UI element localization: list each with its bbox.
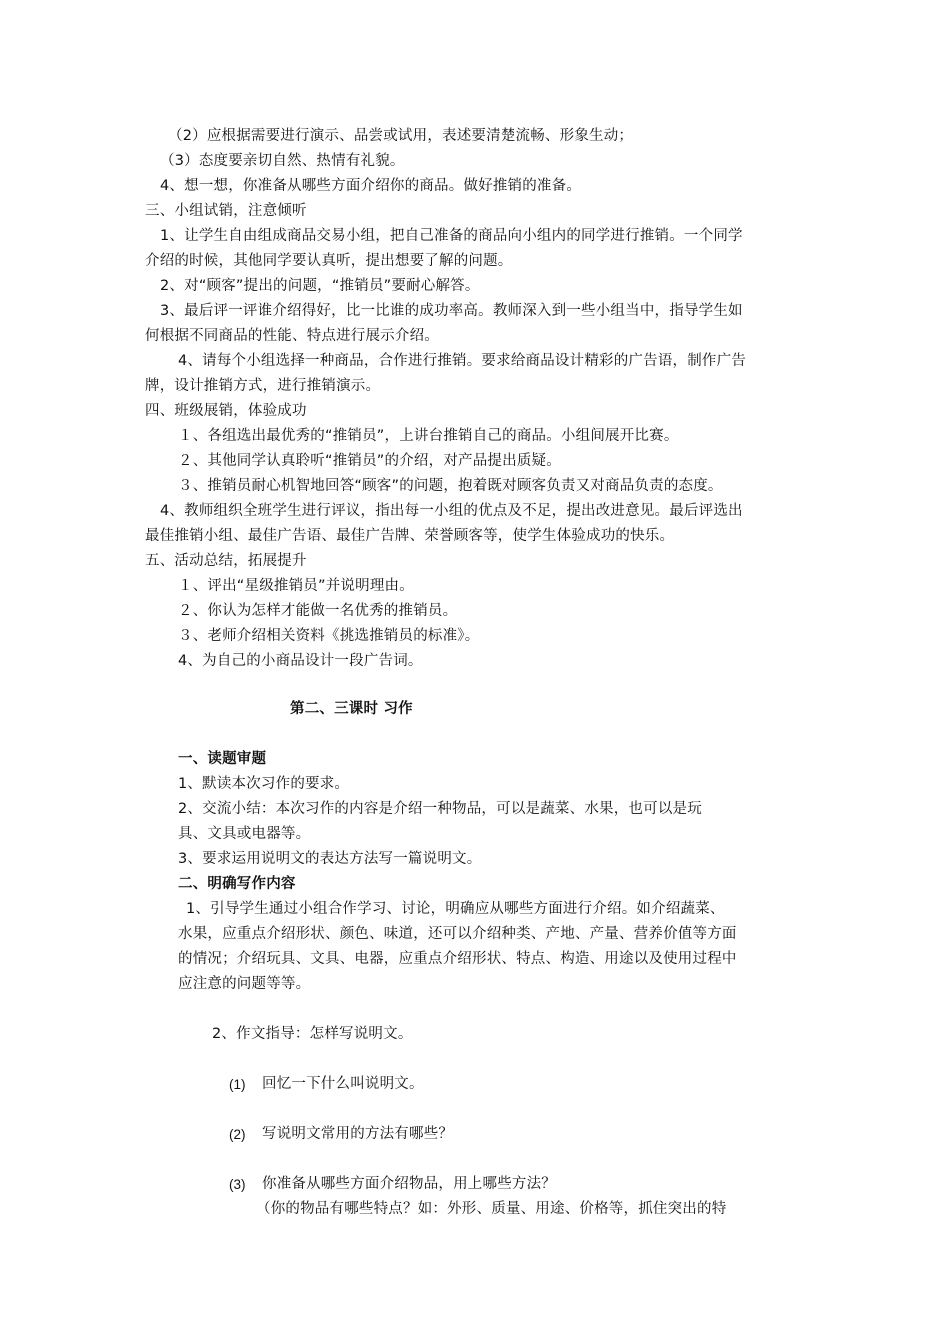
section-heading: 五、活动总结，拓展提升	[145, 553, 307, 569]
text-line: （你的物品有哪些特点？如：外形、质量、用途、价格等，抓住突出的特	[256, 1201, 727, 1217]
list-item-number: (3)	[229, 1177, 246, 1192]
text-line: 的情况；介绍玩具、文具、电器，应重点介绍形状、特点、构造、用途以及使用过程中	[178, 951, 737, 967]
text-line: ２、其他同学认真聆听“推销员”的介绍，对产品提出质疑。	[178, 453, 561, 469]
text-line: 介绍的时候，其他同学要认真听，提出想要了解的问题。	[145, 253, 513, 269]
section-heading: 二、明确写作内容	[178, 876, 296, 892]
text-line: 4、教师组织全班学生进行评议，指出每一小组的优点及不足，提出改进意见。最后评选出	[160, 503, 743, 519]
text-line: 1、引导学生通过小组合作学习、讨论，明确应从哪些方面进行介绍。如介绍蔬菜、	[186, 901, 725, 917]
text-line: 最佳推销小组、最佳广告语、最佳广告牌、荣誉顾客等，使学生体验成功的快乐。	[145, 528, 675, 544]
list-item: 你准备从哪些方面介绍物品，用上哪些方法？	[262, 1176, 556, 1192]
text-line: 何根据不同商品的性能、特点进行展示介绍。	[145, 328, 439, 344]
text-line: 4、请每个小组选择一种商品，合作进行推销。要求给商品设计精彩的广告语，制作广告	[178, 353, 747, 369]
text-line: 1、让学生自由组成商品交易小组，把自己准备的商品向小组内的同学进行推销。一个同学	[160, 228, 743, 244]
text-line: （2）应根据需要进行演示、品尝或试用，表述要清楚流畅、形象生动；	[168, 128, 634, 144]
text-line: 2、作文指导：怎样写说明文。	[212, 1026, 413, 1042]
list-item-number: (1)	[229, 1077, 246, 1092]
text-line: 2、交流小结：本次习作的内容是介绍一种物品，可以是蔬菜、水果，也可以是玩	[178, 801, 702, 817]
text-line: 具、文具或电器等。	[178, 826, 311, 842]
text-line: ２、你认为怎样才能做一名优秀的推销员。	[178, 603, 458, 619]
text-line: （3）态度要亲切自然、热情有礼貌。	[160, 153, 405, 169]
text-line: 4、想一想，你准备从哪些方面介绍你的商品。做好推销的准备。	[160, 178, 582, 194]
list-item: 回忆一下什么叫说明文。	[262, 1076, 424, 1092]
text-line: 应注意的问题等等。	[178, 976, 311, 992]
text-line: ３、推销员耐心机智地回答“顾客”的问题，抱着既对顾客负责又对商品负责的态度。	[178, 478, 723, 494]
text-line: 3、最后评一评谁介绍得好，比一比谁的成功率高。教师深入到一些小组当中，指导学生如	[160, 303, 743, 319]
text-line: 水果，应重点介绍形状、颜色、味道，还可以介绍种类、产地、产量、营养价值等方面	[178, 926, 737, 942]
text-line: １、各组选出最优秀的“推销员”，上讲台推销自己的商品。小组间展开比赛。	[178, 428, 679, 444]
text-line: ３、老师介绍相关资料《挑选推销员的标准》。	[178, 628, 480, 644]
list-item-number: (2)	[229, 1127, 246, 1142]
text-line: 2、对“顾客”提出的问题，“推销员”要耐心解答。	[160, 278, 480, 294]
text-line: 牌，设计推销方式，进行推销演示。	[145, 378, 381, 394]
list-item: 写说明文常用的方法有哪些？	[262, 1126, 454, 1142]
text-line: 1、默读本次习作的要求。	[178, 776, 350, 792]
section-heading: 四、班级展销，体验成功	[145, 403, 307, 419]
section-heading: 三、小组试销，注意倾听	[145, 203, 307, 219]
section-heading: 一、读题审题	[178, 751, 267, 767]
text-line: 4、为自己的小商品设计一段广告词。	[178, 653, 423, 669]
text-line: １、评出“星级推销员”并说明理由。	[178, 578, 414, 594]
lesson-title: 第二、三课时 习作	[290, 701, 413, 717]
text-line: 3、要求运用说明文的表达方法写一篇说明文。	[178, 851, 482, 867]
